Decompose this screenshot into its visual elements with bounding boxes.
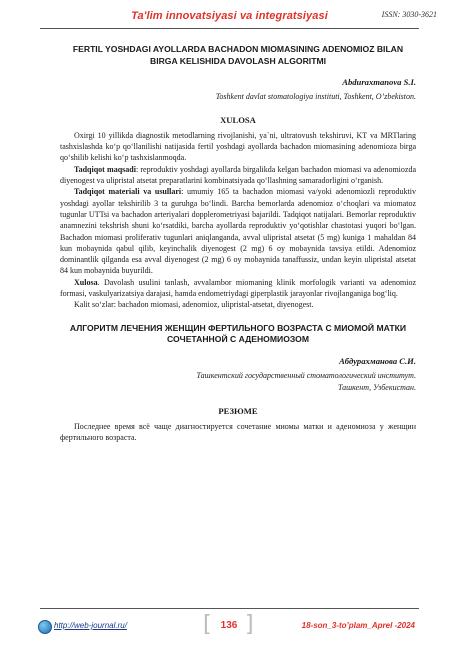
bracket-right-icon: ]	[245, 612, 254, 637]
paragraph-conclusion	[60, 277, 416, 300]
affiliation-uz: Toshkent davlat stomatologiya instituti, Toshkent, O’zbekiston.	[215, 92, 416, 102]
article-title-uz: FERTIL YOSHDAGI AYOLLARDA BACHADON MIOMASINING ADENOMIOZ BILAN BIRGA KELISHIDA DAVOLASH ALGORITMI	[72, 44, 404, 66]
page-header	[0, 0, 459, 36]
paragraph-keywords: Kalit so‘zlar: bachadon miomasi, adenomioz, ulipristal-atsetat, diyenogest.	[74, 300, 314, 310]
page-number: 136	[220, 620, 238, 631]
issn-label: ISSN: 3030-3621	[381, 10, 437, 19]
header-divider	[40, 28, 419, 29]
aim-label: Tadqiqot maqsadi	[74, 164, 136, 174]
bracket-left-icon: [	[203, 612, 212, 637]
affiliation-ru-line2: Ташкент, Узбекистан.	[337, 383, 416, 393]
paragraph-intro-uz: Oxirgi 10 yillikda diagnostik metodlarning rivojlanishi, ya`ni, ultratovush tekshiruvi, KT va MRTlaring tashxislashda ko‘p qo‘llanilishi natijasida fertil yoshdagi ayollarda bachadon miomasining adenomioza birga qo‘shilib kelishi ko‘p tashxislanmoqda.	[60, 130, 416, 163]
conclusion-text: . Davolash usulini tanlash, avvalambor miomaning klinik morfologik varianti va adenomioz formasi, vaskulyarizatsiya darajasi, hamda endometriydagi giperplastik jarayonlar rivojlanganiga bog‘liq.	[60, 277, 416, 299]
methods-text: : umumiy 165 ta bachadon miomasi va/yoki adenomiozli reproduktiv yoshdagi ayollar tekshirilib 3 ta guruhga bo‘lindi. Barcha bemorlarda adenomioz o‘choqlari va miomatoz tugunlar UTTsi va bachadon arteriyalari dopplerometriyasi bajarildi. Tadqiqot natijalari. Bemorlar reproduktiv anamnezini tekshrish shuni ko‘rsatdiki, barcha ayollarda reproduktiv yo‘qotishlar chastotasi yuqori bo‘lgan. Bachadon miomasi proliferativ tugunlari aniqlanganda, avval ulipristal atsetat (5 mg) kuniga 1 mahaldan 84 kun mobaynida qabul qilib, keyinchalik diyenogest (2 mg) 6 oy mobaynida tavsiya etildi. Adenomioz dominantlik qilganda esa avval diyenogest (2 mg) 6 oy mobaynida tanaffussiz, undan keyin ulipristal atsetat 84 kun mobaynida buyurildi.	[60, 187, 417, 276]
author-ru: Абдурахманова С.И.	[339, 355, 416, 366]
paragraph-intro-ru: Последнее время всё чаще диагностируется сочетание миомы матки и аденомиоза у женщин фертильного возраста.	[60, 421, 416, 443]
page-footer	[0, 608, 459, 648]
section-head-rezyume: РЕЗЮМЕ	[218, 405, 258, 416]
paragraph-aim	[60, 164, 416, 187]
paragraph-methods	[60, 186, 416, 276]
article-body	[60, 44, 416, 443]
footer-divider	[40, 608, 419, 609]
section-head-xulosa: XULOSA	[220, 114, 256, 125]
globe-icon	[38, 620, 52, 634]
author-uz: Abduraxmanova S.I.	[342, 77, 416, 87]
journal-title: Ta'lim innovatsiyasi va integratsiyasi	[131, 10, 328, 22]
methods-label: Tadqiqot materiali va usullari	[74, 187, 182, 197]
article-title-ru: АЛГОРИТМ ЛЕЧЕНИЯ ЖЕНЩИН ФЕРТИЛЬНОГО ВОЗРАСТА С МИОМОЙ МАТКИ СОЧЕТАННОЙ С АДЕНОМИОЗОМ	[69, 322, 407, 345]
affiliation-ru-line1: Ташкентский государственный стоматологический институт.	[196, 370, 416, 380]
aim-text: : reproduktiv yoshdagi ayollarda birgalikda kelgan bachadon miomasi va adenomiozda diyenogest va ulipristal atsetat preparatlarini kombinatsiyada qo‘llashning samaradorligini o‘rganish.	[60, 164, 417, 186]
issue-label: 18-son_3-to’plam_Aprel -2024	[301, 621, 415, 630]
journal-url-link[interactable]: http://web-journal.ru/	[54, 621, 127, 630]
conclusion-label: Xulosa	[74, 277, 98, 287]
